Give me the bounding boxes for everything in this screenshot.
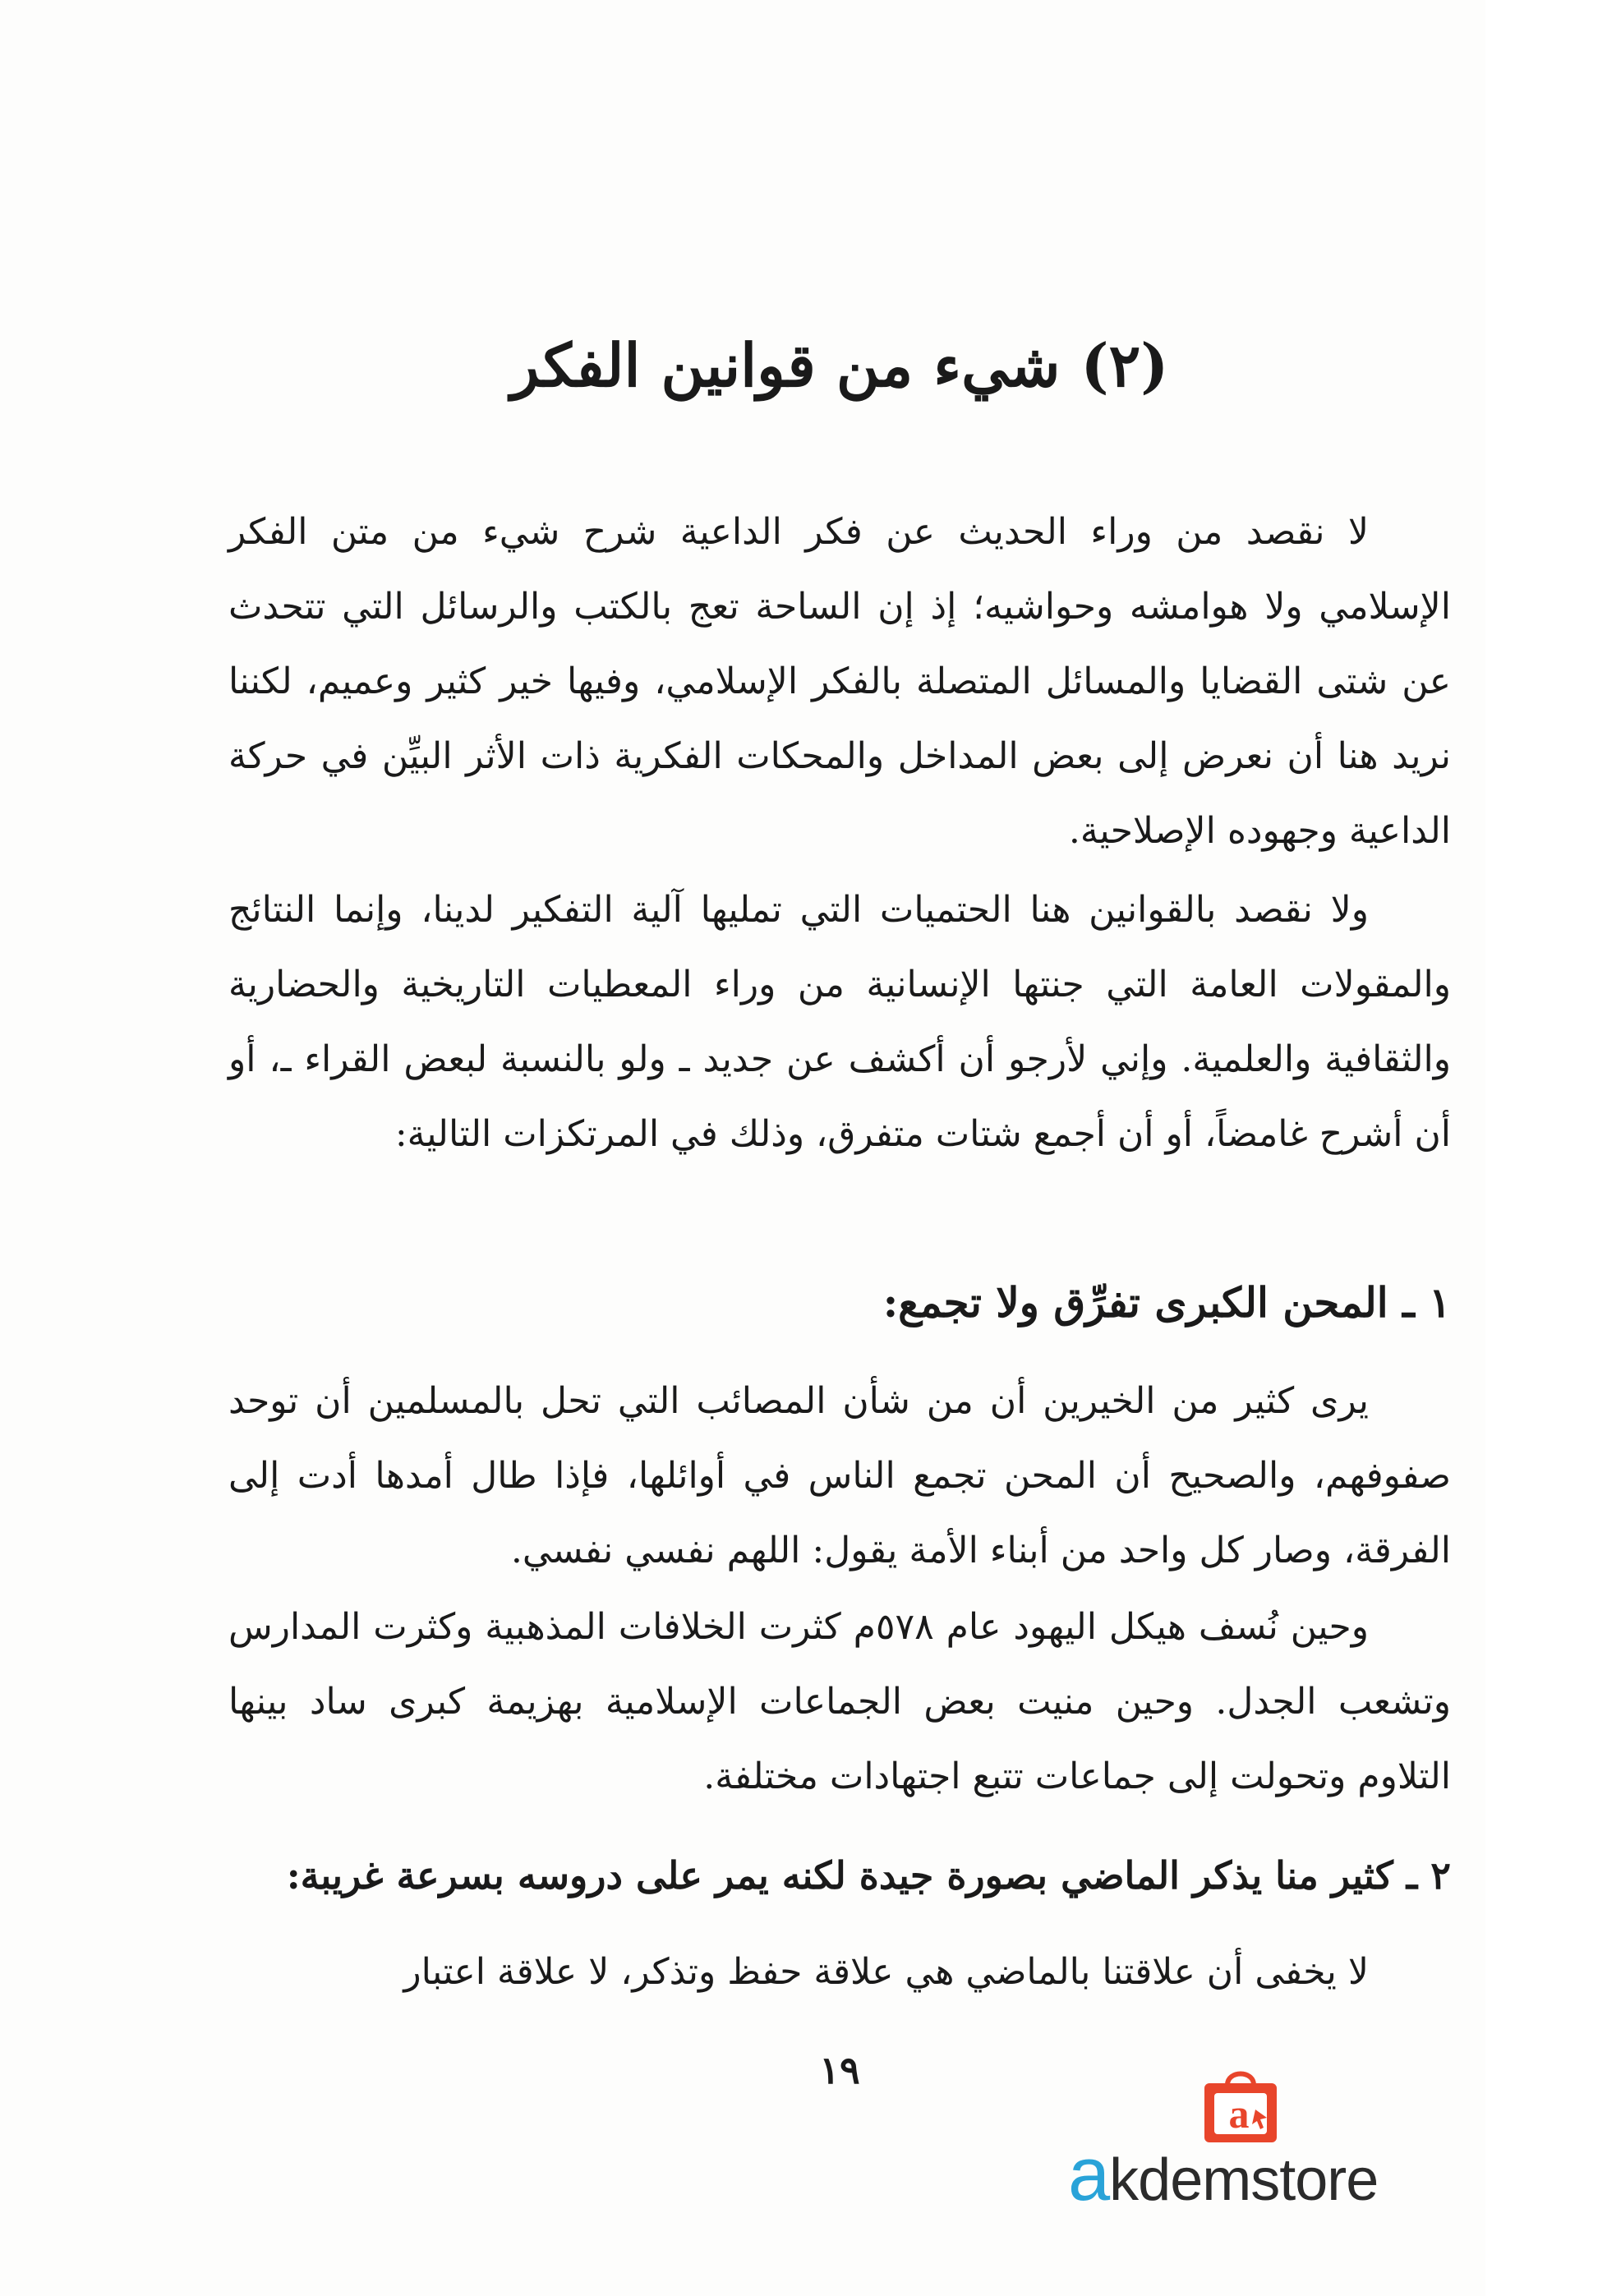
store-watermark — [1068, 2054, 1438, 2216]
paragraph-intro: لا نقصد من وراء الحديث عن فكر الداعية شرح شيء من متن الفكر الإسلامي ولا هوامشه وحواشيه؛ إذ إن الساحة تعج بالكتب والرسائل التي تتحدث عن شتى القضايا والمسائل المتصلة بالفكر الإسلامي، وفيها خير كثير وعميم، لكننا نريد هنا أن نعرض إلى بعض المداخل والمحكات الفكرية ذات الأثر البيِّن في حركة الداعية وجهوده الإصلاحية. — [228, 511, 1451, 852]
chapter-title: (٢) شيء من قوانين الفكر — [510, 330, 1169, 400]
paragraph-past: لا يخفى أن علاقتنا بالماضي هي علاقة حفظ وتذكر، لا علاقة اعتبار — [403, 1951, 1369, 1993]
section-heading-1: ١ ـ المحن الكبرى تفرِّق ولا تجمع: — [882, 1278, 1451, 1327]
paragraph-trials: يرى كثير من الخيرين أن من شأن المصائب التي تحل بالمسلمين أن توحد صفوفهم، والصحيح أن المحن تجمع الناس في أوائلها، فإذا طال أمدها أدت إلى الفرقة، وصار كل واحد من أبناء الأمة يقول: اللهم نفسي نفسي. — [228, 1380, 1451, 1571]
section-heading-2: ٢ ـ كثير منا يذكر الماضي بصورة جيدة لكنه يمر على دروسه بسرعة غريبة: — [286, 1853, 1451, 1898]
page-number: ١٩ — [819, 2048, 860, 2092]
paragraph-history: وحين نُسف هيكل اليهود عام ٥٧٨م كثرت الخلافات المذهبية وكثرت المدارس وتشعب الجدل. وحين منيت بعض الجماعات الإسلامية بهزيمة كبرى ساد بينها التلاوم وتحولت إلى جماعات تتبع اجتهادات مختلفة. — [228, 1606, 1451, 1797]
watermark-text-rest: kdemstore — [1109, 2147, 1379, 2213]
paragraph-laws: ولا نقصد بالقوانين هنا الحتميات التي تمليها آلية التفكير لدينا، وإنما النتائج والمقولات العامة التي جنتها الإنسانية من وراء المعطيات التاريخية والحضارية والثقافية والعلمية. وإني لأرجو أن أكشف عن جديد ـ ولو بالنسبة لبعض القراء ـ، أو أن أشرح غامضاً، أو أن أجمع شتات متفرق، وذلك في المرتكزات التالية: — [228, 889, 1451, 1155]
watermark-text — [1068, 2133, 1438, 2216]
svg-text:a: a — [1228, 2091, 1250, 2137]
watermark-text-first: a — [1068, 2133, 1110, 2216]
shopping-bag-a-icon — [1198, 2060, 1283, 2146]
